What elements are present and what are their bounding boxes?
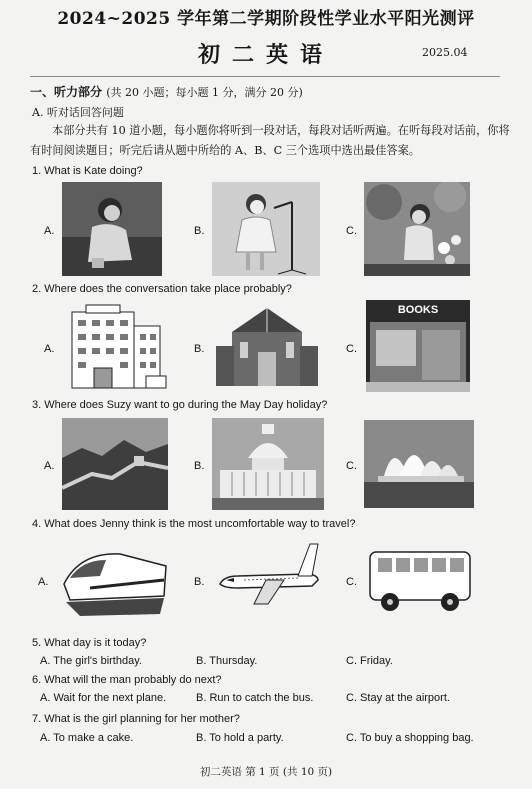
q6-option-b: B. Run to catch the bus. <box>196 692 314 704</box>
option-label-a: A. <box>44 225 55 237</box>
question-5: 5. What day is it today? <box>32 637 147 649</box>
option-label-a: A. <box>44 343 55 355</box>
option-label-b: B. <box>194 225 205 237</box>
subject-title: 初二英语 <box>197 42 334 68</box>
question-6: 6. What will the man probably do next? <box>32 674 222 686</box>
q7-option-b: B. To hold a party. <box>196 732 284 744</box>
church-building-photo <box>212 302 322 388</box>
page-footer: 初二英语 第 1 页 (共 10 页) <box>199 766 333 778</box>
capitol-building-photo <box>212 418 324 510</box>
exam-title: 2024~2025 学年第二学期阶段性学业水平阳光测评 <box>57 9 475 29</box>
question-3: 3. Where does Suzy want to go during the May Day holiday? <box>32 399 328 411</box>
girl-singing-microphone-photo <box>212 182 320 276</box>
part-heading: A. 听对话回答问题 <box>32 106 124 119</box>
bus-drawing <box>366 546 474 614</box>
option-label-b: B. <box>194 576 205 588</box>
question-1: 1. What is Kate doing? <box>32 165 143 177</box>
option-label-b: B. <box>194 343 205 355</box>
question-4: 4. What does Jenny think is the most uncomfortable way to travel? <box>32 518 356 530</box>
bookstore-front-photo <box>366 300 470 392</box>
sydney-opera-house-photo <box>364 420 474 508</box>
q7-option-c: C. To buy a shopping bag. <box>346 732 474 744</box>
q5-option-c: C. Friday. <box>346 655 393 667</box>
option-label-c: C. <box>346 460 357 472</box>
question-7: 7. What is the girl planning for her mother? <box>32 713 240 725</box>
exam-date: 2025.04 <box>422 46 468 59</box>
section-heading <box>30 83 303 100</box>
high-speed-train-drawing <box>60 544 170 620</box>
bookstore-sign: BOOKS <box>397 304 439 316</box>
q5-option-b: B. Thursday. <box>196 655 258 667</box>
section-title: 一、听力部分 <box>30 85 103 99</box>
question-2: 2. Where does the conversation take place probably? <box>32 283 292 295</box>
girl-watering-flowers-photo <box>364 182 470 276</box>
section-score-note: (共 20 小题；每小题 1 分，满分 20 分) <box>106 86 303 99</box>
option-label-c: C. <box>346 576 357 588</box>
option-label-a: A. <box>44 460 55 472</box>
q6-option-c: C. Stay at the airport. <box>346 692 450 704</box>
header-divider <box>30 76 500 77</box>
q5-option-a: A. The girl's birthday. <box>40 655 142 667</box>
option-label-a: A. <box>38 576 49 588</box>
instructions: 本部分共有 10 道小题，每小题你将听到一段对话，每段对话听两遍。在听每段对话前，你将有时间阅读题目；听完后请从题中所给的 A、B、C 三个选项中选出最佳答案。 <box>30 124 510 157</box>
q6-option-a: A. Wait for the next plane. <box>40 692 167 704</box>
hotel-building-drawing <box>62 302 170 392</box>
great-wall-photo <box>62 418 168 510</box>
option-label-b: B. <box>194 460 205 472</box>
q7-option-a: A. To make a cake. <box>40 732 134 744</box>
girl-sitting-photo <box>62 182 162 276</box>
option-label-c: C. <box>346 343 357 355</box>
option-label-c: C. <box>346 225 357 237</box>
airplane-drawing <box>214 538 324 614</box>
